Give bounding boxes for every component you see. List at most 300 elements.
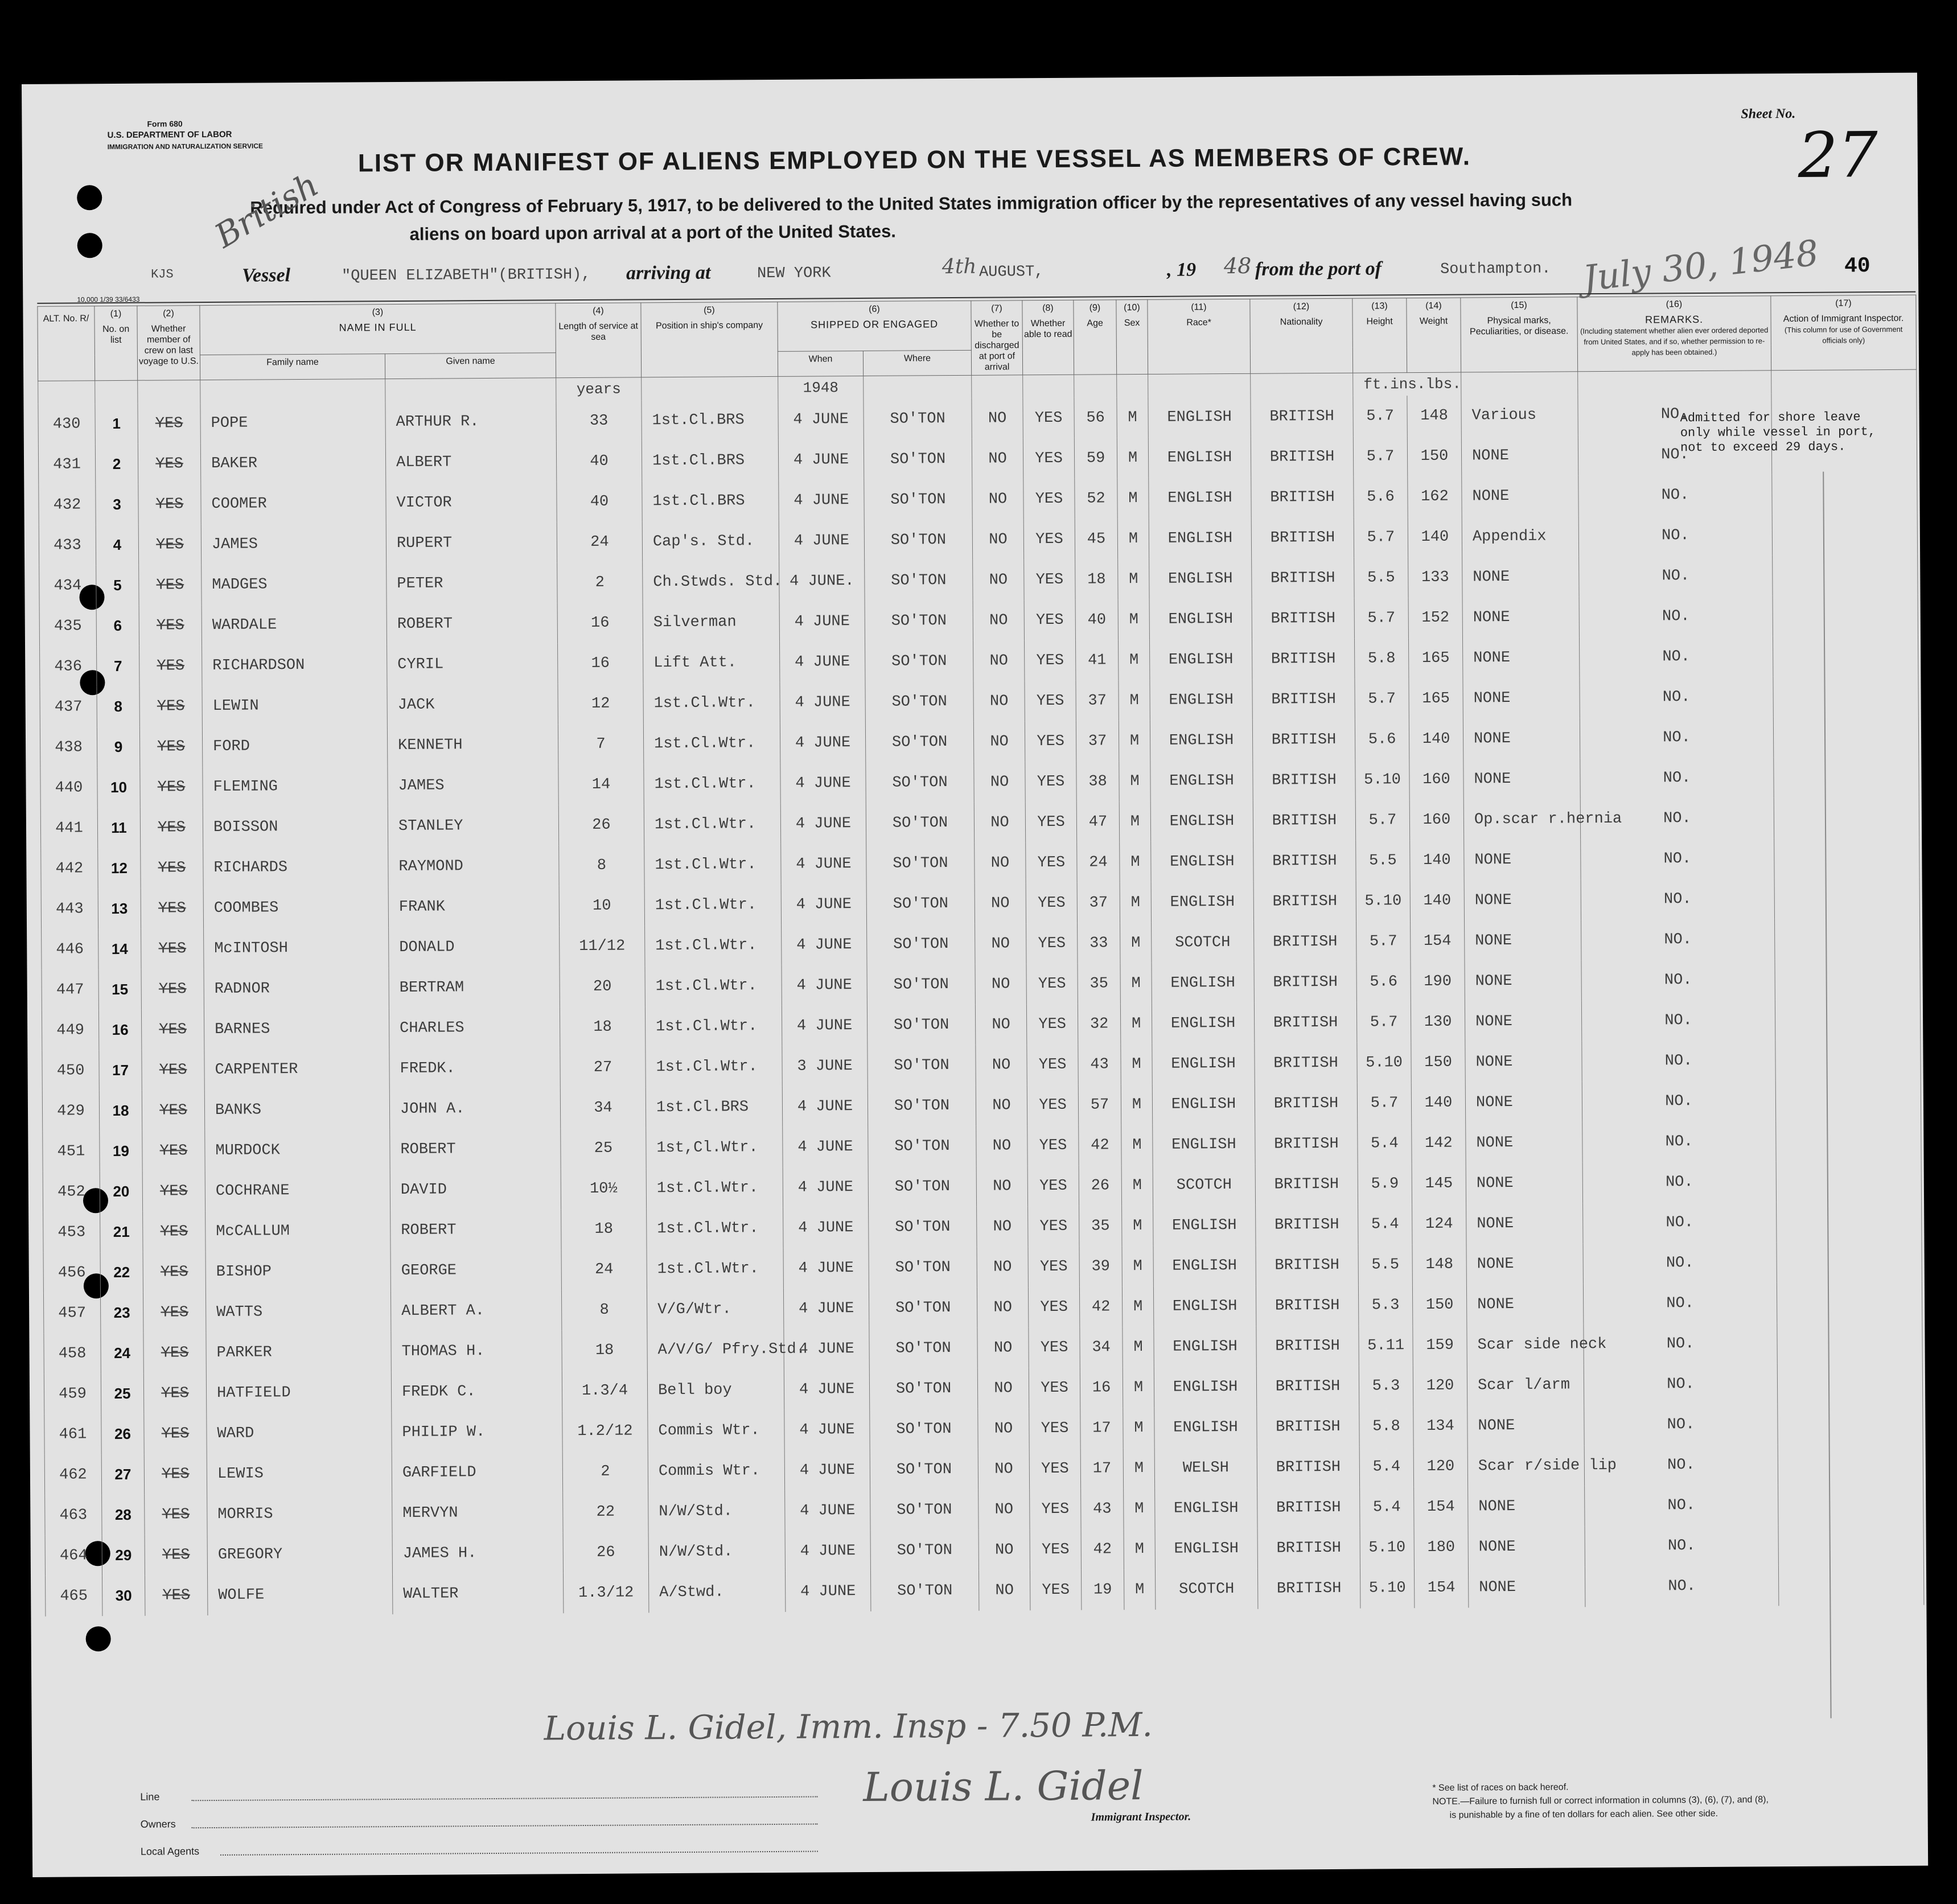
col-service: (4) Length of service at sea [556,303,642,378]
when-cell: 4 JUNE [782,1086,868,1127]
where-cell: SO'TON [865,641,973,682]
family-name-cell: HATFIELD [206,1372,391,1413]
nationality-cell: BRITISH [1252,719,1355,760]
race-cell: ENGLISH [1149,478,1251,519]
discharged-cell: NO [972,438,1023,479]
marks-cell: NONE [1468,1566,1585,1607]
given-name-cell: ALBERT A. [390,1290,561,1331]
marks-cell: NONE [1464,879,1581,920]
fine-note-2: is punishable by a fine of ten dollars for each alien. See other side. [1449,1808,1718,1820]
age-cell: 57 [1078,1084,1121,1125]
nationality-cell: BRITISH [1251,396,1353,437]
remarks-cell: NO. [1585,1484,1778,1526]
height-cell: 5.7 [1354,598,1408,639]
discharged-cell: NO [974,762,1025,803]
given-name-cell: MERVYN [392,1492,563,1533]
sex-cell: M [1120,842,1151,882]
when-cell: 4 JUNE [782,924,867,965]
race-cell: ENGLISH [1154,1326,1256,1367]
read-cell: YES [1028,1206,1079,1247]
race-cell: ENGLISH [1151,882,1253,923]
col-height: (13) Height [1352,298,1407,373]
when-cell: 4 JUNE [779,480,864,521]
list-no-cell: 21 [100,1212,143,1252]
where-cell: SO'TON [864,479,972,520]
position-cell: 1st.Cl.Wtr. [644,844,781,885]
service-cell: 16 [557,602,643,643]
given-name-cell: ROBERT [387,603,557,644]
read-cell: YES [1023,438,1074,479]
action-cell [1773,635,1918,677]
race-cell: ENGLISH [1148,437,1251,478]
where-cell: SO'TON [869,1207,977,1248]
action-cell [1777,1201,1922,1243]
where-cell: SO'TON [867,1005,975,1046]
weight-cell: 124 [1412,1204,1466,1245]
position-cell: A/Stwd. [648,1572,785,1613]
age-cell: 35 [1079,1206,1122,1246]
marks-cell: Appendix [1462,516,1578,557]
nationality-cell: BRITISH [1253,881,1356,922]
age-cell: 38 [1076,761,1119,801]
race-cell: ENGLISH [1150,639,1252,680]
race-cell: ENGLISH [1153,1205,1256,1246]
service-cell: 22 [563,1491,648,1532]
marks-cell: NONE [1465,1001,1581,1042]
when-cell: 4 JUNE [780,722,865,763]
alt-cell: 461 [44,1414,101,1455]
where-cell: SO'TON [868,1045,976,1086]
position-cell: Silverman [643,602,779,643]
list-no-cell: 11 [97,808,140,848]
sex-cell: M [1117,519,1149,559]
height-cell: 5.4 [1358,1123,1412,1164]
marks-cell: NONE [1465,920,1581,961]
punch-hole [86,1626,111,1651]
weight-cell: 120 [1413,1366,1467,1407]
last-voyage-cell: YES [143,1252,205,1293]
weight-cell: 180 [1414,1527,1468,1568]
marks-cell: NONE [1465,1041,1582,1082]
action-cell [1775,999,1920,1041]
family-name-cell: WOLFE [208,1574,393,1615]
position-cell: Commis Wtr. [648,1450,784,1491]
age-cell: 40 [1075,599,1118,640]
when-cell: 4 JUNE. [779,561,865,602]
when-cell: 4 JUNE [780,763,866,804]
when-cell: 4 JUNE [785,1490,870,1531]
service-cell: 8 [561,1289,647,1330]
discharged-cell: NO [973,560,1024,601]
marks-cell: NONE [1465,960,1581,1001]
discharged-cell: NO [978,1570,1030,1611]
service-cell: 1.2/12 [562,1410,648,1451]
nationality-cell: BRITISH [1252,679,1355,720]
last-voyage-cell: YES [144,1413,207,1454]
sex-cell: M [1124,1569,1155,1610]
position-cell: 1st.Cl.Wtr. [645,925,782,966]
given-name-cell: JAMES [388,764,558,806]
action-cell [1777,1282,1922,1323]
family-name-cell: BOISSON [203,806,388,848]
list-no-cell: 30 [102,1576,145,1616]
height-cell: 5.7 [1355,678,1409,719]
family-name-cell: BANKS [204,1089,389,1130]
marks-cell: NONE [1462,597,1579,638]
footer-agents-label: Local Agents [140,1845,200,1857]
height-cell: 5.7 [1354,517,1408,558]
alt-cell: 446 [42,929,98,970]
when-cell: 4 JUNE [783,1167,868,1208]
remarks-cell: NO. [1578,434,1771,475]
remarks-cell: NO. [1584,1363,1777,1405]
action-cell [1775,918,1920,960]
height-cell: 5.5 [1358,1244,1412,1285]
discharged-cell: NO [974,802,1025,843]
sex-cell: M [1123,1367,1154,1408]
sex-cell: M [1117,478,1149,519]
when-cell: 4 JUNE [783,1288,869,1329]
age-cell: 37 [1077,882,1120,923]
nationality-cell: BRITISH [1257,1447,1359,1488]
age-cell: 34 [1080,1327,1123,1367]
last-voyage-cell: YES [140,767,203,808]
weight-cell: 140 [1408,517,1462,558]
discharged-cell: NO [977,1206,1028,1247]
sheet-label: Sheet No. [1741,106,1796,122]
remarks-cell: NO. [1585,1525,1778,1566]
given-name-cell: STANLEY [388,805,558,846]
marks-cell: NONE [1466,1243,1583,1284]
race-cell: ENGLISH [1150,760,1253,801]
when-cell: 4 JUNE [780,682,865,723]
discharged-cell: NO [975,1004,1026,1045]
remarks-cell: NO. [1585,1565,1778,1607]
service-cell: 40 [556,441,642,482]
race-cell: ENGLISH [1154,1367,1256,1408]
remarks-cell: NO. [1584,1444,1778,1486]
sex-cell: M [1121,1044,1152,1084]
position-cell: 1st.Cl.Wtr. [645,1006,782,1047]
age-cell: 26 [1079,1165,1121,1206]
action-remark: Admitted for shore leave only while vessel in port, not to exceed 29 days. [1680,410,1876,455]
family-name-cell: RADNOR [204,968,389,1009]
where-cell: SO'TON [864,439,972,480]
when-cell: 4 JUNE [778,399,864,440]
from-label: from the port of [1255,258,1382,280]
read-cell: YES [1030,1529,1081,1570]
given-name-cell: BERTRAM [389,967,560,1008]
where-cell: SO'TON [866,883,975,924]
height-cell: 5.9 [1358,1163,1412,1204]
list-no-cell: 20 [100,1171,142,1212]
action-cell [1778,1484,1923,1525]
list-no-cell: 14 [98,929,141,969]
action-cell [1774,837,1919,879]
manifest-page [22,73,1928,1877]
sex-cell: M [1119,721,1150,761]
remarks-cell: NO. [1579,595,1773,637]
race-cell: ENGLISH [1152,1043,1255,1084]
service-cell: 16 [558,643,643,684]
read-cell: YES [1024,600,1075,641]
weight-cell: 148 [1407,396,1461,437]
sex-cell: M [1120,923,1152,963]
nationality-cell: BRITISH [1251,437,1353,478]
sex-cell: M [1121,1084,1152,1125]
last-voyage-cell: YES [141,1009,204,1050]
alt-cell: 432 [39,484,96,525]
where-cell: SO'TON [868,1126,976,1167]
service-cell: 18 [560,1006,645,1047]
weight-cell: 154 [1414,1568,1468,1609]
height-cell: 5.10 [1360,1568,1414,1609]
family-name-cell: BARNES [204,1008,389,1050]
given-name-cell: PHILIP W. [392,1411,562,1453]
last-voyage-cell: YES [139,565,202,606]
family-name-cell: BISHOP [205,1251,390,1292]
age-cell: 17 [1080,1408,1123,1448]
age-cell: 33 [1078,923,1120,963]
marks-cell: Op.scar r.hernia [1463,799,1580,840]
where-cell: SO'TON [865,722,973,763]
height-cell: 5.6 [1355,719,1409,760]
position-cell: 1st.Cl.Wtr. [645,965,782,1006]
read-cell: YES [1025,762,1076,803]
position-cell: 1st.Cl.Wtr. [647,1248,783,1289]
discharged-cell: NO [977,1327,1029,1368]
given-name-cell: KENNETH [387,724,558,766]
position-cell: 1st.Cl.BRS [642,440,778,481]
remarks-cell: NO. [1582,1121,1776,1162]
weight-cell: 150 [1407,436,1461,477]
where-cell: SO'TON [865,560,973,601]
when-cell: 4 JUNE [782,965,867,1006]
when-cell: 4 JUNE [784,1329,869,1370]
height-cell: 5.7 [1353,436,1407,477]
crew-manifest-table [37,295,1924,1617]
alt-cell: 440 [40,767,97,808]
nationality-cell: BRITISH [1254,962,1356,1003]
height-cell: 5.7 [1356,921,1411,962]
page-title: LIST OR MANIFEST OF ALIENS EMPLOYED ON THE VESSEL AS MEMBERS OF CREW. [357,142,1471,178]
marks-cell: Scar l/arm [1467,1364,1584,1405]
alt-cell: 458 [44,1333,101,1374]
form-number: Form 680 [147,119,183,129]
alt-cell: 465 [46,1576,102,1617]
position-cell: 1st.Cl.Wtr. [646,1046,782,1087]
footer-line-rule [191,1796,817,1802]
weight-cell: 134 [1413,1406,1467,1447]
discharged-cell: NO [972,479,1023,520]
remarks-cell: NO. [1584,1404,1778,1445]
alt-cell: 456 [43,1252,100,1293]
col-family-name: Family name [200,353,385,380]
action-cell [1772,474,1917,515]
marks-cell: NONE [1466,1122,1582,1163]
action-cell [1778,1444,1923,1485]
service-cell: 26 [563,1532,648,1573]
height-cell: 5.3 [1358,1285,1412,1326]
age-cell: 17 [1080,1448,1123,1488]
height-cell: 5.5 [1354,557,1408,598]
race-cell: ENGLISH [1152,963,1254,1004]
read-cell: YES [1026,883,1077,924]
last-voyage-cell: YES [141,888,203,929]
read-cell: YES [1023,398,1074,439]
last-voyage-cell: YES [139,605,202,646]
family-name-cell: McINTOSH [204,927,389,969]
when-cell: 4 JUNE [779,601,865,642]
race-cell: SCOTCH [1155,1569,1257,1610]
footer-line-label: Line [140,1791,160,1803]
weight-cell: 140 [1411,1083,1465,1124]
sex-cell: M [1123,1448,1154,1488]
last-voyage-cell: YES [138,484,201,525]
col-sex: (10) Sex [1116,299,1148,374]
remarks-cell: NO. [1580,717,1773,758]
position-cell: 1st.Cl.Wtr. [643,723,780,764]
when-cell: 4 JUNE [784,1409,870,1450]
weight-cell: 133 [1408,557,1462,598]
read-cell: YES [1029,1368,1080,1409]
when-cell: 4 JUNE [784,1369,869,1410]
inspector-note: Louis L. Gidel, Imm. Insp - 7.50 P.M. [544,1705,1153,1748]
col-race: (11) Race* [1148,299,1251,374]
list-no-cell: 7 [97,646,139,686]
where-cell: SO'TON [865,601,973,641]
when-cell: 4 JUNE [785,1531,870,1572]
list-no-cell: 6 [96,606,139,646]
list-no-cell: 22 [100,1252,143,1293]
service-cell: 33 [556,400,642,441]
page-count: 40 [1844,254,1870,279]
age-cell: 42 [1079,1286,1122,1327]
age-cell: 39 [1079,1246,1122,1286]
marks-cell: NONE [1463,637,1580,678]
list-no-cell: 13 [98,889,141,929]
when-cell: 4 JUNE [785,1571,870,1612]
position-cell: A/V/G/ Pfry.Std. [647,1329,784,1370]
remarks-cell: NO. [1578,515,1772,556]
given-name-cell: PETER [387,562,557,604]
where-cell: SO'TON [869,1288,977,1329]
race-cell: ENGLISH [1153,1245,1256,1286]
vessel-label: Vessel [241,265,291,286]
remarks-cell: NO. [1581,919,1775,960]
given-name-cell: FRANK [388,886,559,927]
nationality-cell: BRITISH [1255,1164,1358,1205]
races-note: * See list of races on back hereof. [1432,1782,1569,1793]
read-cell: YES [1025,640,1076,681]
where-cell: SO'TON [868,1085,976,1126]
given-name-cell: FREDK. [389,1047,560,1089]
read-cell: YES [1026,964,1078,1005]
discharged-cell: NO [975,883,1026,924]
race-cell: WELSH [1154,1447,1257,1488]
col-last-voyage: (2) Whether member of crew on last voyage to U.S. [137,306,200,381]
footer-owners-rule [192,1824,818,1829]
service-cell: 26 [558,804,644,845]
position-cell: 1st.Cl.Wtr. [643,682,780,723]
marks-cell: NONE [1461,435,1578,476]
action-cell [1778,1403,1923,1445]
last-voyage-cell: YES [142,1130,205,1171]
weight-cell: 140 [1410,840,1464,881]
alt-cell: 436 [40,646,97,687]
discharged-cell: NO [973,640,1025,681]
sex-cell: M [1122,1286,1153,1327]
action-cell [1776,1161,1921,1202]
discharged-cell: NO [976,1085,1027,1126]
inspector-signature: Louis L. Gidel [863,1762,1144,1811]
list-no-cell: 5 [96,565,139,606]
discharged-cell: NO [977,1368,1029,1409]
remarks-cell: NO. [1580,636,1773,677]
given-name-cell: DONALD [389,926,560,968]
position-cell: 1st.Cl.BRS [646,1087,782,1128]
nationality-cell: BRITISH [1256,1245,1358,1286]
service-cell: 18 [562,1330,647,1371]
weight-cell: 142 [1412,1123,1466,1164]
alt-cell: 431 [38,444,95,485]
height-cell: 5.4 [1359,1446,1413,1487]
action-cell [1773,554,1918,596]
service-cell: 24 [557,521,642,562]
marks-cell: NONE [1466,1162,1582,1203]
action-cell [1774,797,1919,838]
col-read: (8) Whether able to read [1022,300,1074,375]
where-cell: SO'TON [869,1328,977,1369]
where-cell: SO'TON [867,924,975,965]
given-name-cell: ALBERT [385,441,556,483]
col-remarks: (16) REMARKS. (Including statement whether alien ever ordered deported from United States, and if so, whether permission to re-apply has been obtained.) [1577,296,1771,372]
col-name: (3) NAME IN FULL [200,303,556,355]
age-cell: 42 [1079,1125,1121,1165]
service-cell: 18 [561,1208,647,1249]
discharged-cell: NO [976,1044,1027,1085]
sex-cell: M [1122,1246,1153,1286]
where-cell: SO'TON [870,1570,978,1611]
discharged-cell: NO [972,519,1023,560]
nationality-cell: BRITISH [1251,477,1354,518]
last-voyage-cell: YES [139,726,202,767]
race-cell: ENGLISH [1155,1488,1257,1529]
age-cell: 37 [1076,721,1119,761]
nationality-cell: BRITISH [1256,1326,1359,1367]
given-name-cell: VICTOR [386,482,557,523]
service-cell: 24 [561,1249,647,1290]
read-cell: YES [1024,560,1075,601]
sex-cell: M [1124,1529,1155,1569]
list-no-cell: 15 [98,969,141,1010]
height-cell: 5.7 [1355,800,1409,841]
action-cell [1775,959,1920,1000]
age-cell: 42 [1081,1529,1124,1569]
nationality-cell: BRITISH [1255,1043,1357,1084]
family-name-cell: MORRIS [207,1493,392,1535]
punch-hole [77,233,102,258]
last-voyage-cell: YES [138,403,200,444]
alt-cell: 441 [40,808,97,849]
col-given-name: Given name [385,353,556,379]
alt-cell: 449 [42,1010,98,1051]
alt-cell: 435 [39,606,96,647]
year-prefix: , 19 [1166,259,1197,281]
given-name-cell: CYRIL [387,643,558,685]
discharged-cell: NO [975,964,1026,1005]
nationality-cell: BRITISH [1255,1124,1358,1165]
